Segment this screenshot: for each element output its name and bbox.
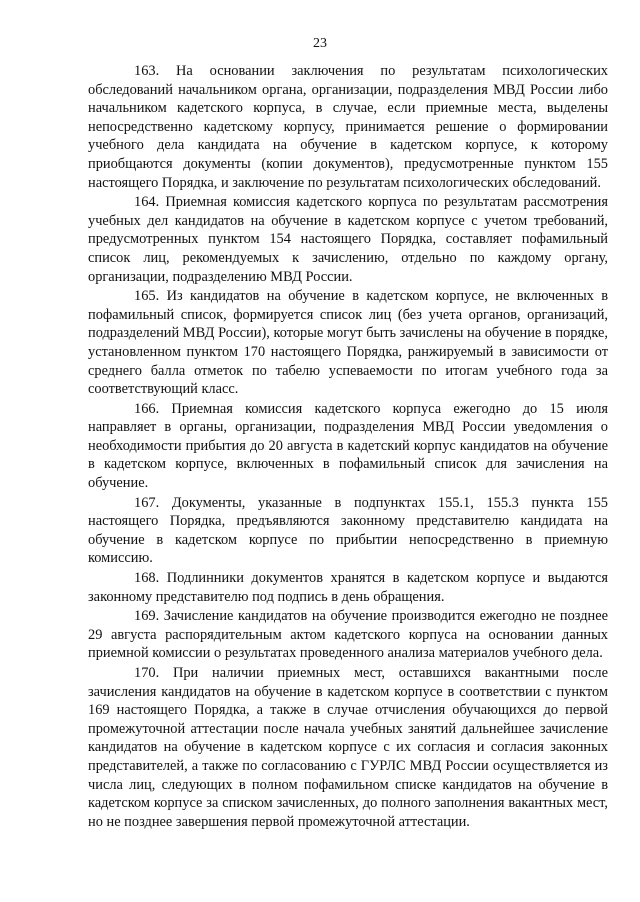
document-body [88, 62, 608, 832]
page-number: 23 [313, 36, 327, 51]
paragraph-169: 169. Зачисление кандидатов на обучение производится ежегодно не позднее 29 августа распорядительным актом кадетского корпуса на основании данных приемной комиссии о результатах проведенного анализа материалов учебного дела. [88, 608, 608, 662]
paragraph-167: 167. Документы, указанные в подпунктах 155.1, 155.3 пункта 155 настоящего Порядка, предъявляются законному представителю кандидата на обучение в кадетском корпусе по прибытии непосредственно в приемную комиссию. [88, 494, 608, 567]
paragraph-163: 163. На основании заключения по результатам психологических обследований начальником органа, организации, подразделения МВД России либо начальником кадетского корпуса, в случае, если приемные места, выделены непосредственно кадетскому корпусу, принимается решение о формировании учебного дела кандидата на обучение в кадетском корпусе, к которому приобщаются документы (копии документов), предусмотренные пунктом 155 настоящего Порядка, и заключение по результатам психологических обследований. [88, 63, 608, 191]
paragraph-166: 166. Приемная комиссия кадетского корпуса ежегодно до 15 июля направляет в органы, организации, подразделения МВД России уведомления о необходимости прибытия до 20 августа в кадетский корпус кандидатов на обучение в кадетском корпусе, включенных в пофамильный список для зачисления на обучение. [88, 400, 608, 492]
paragraph-165: 165. Из кандидатов на обучение в кадетском корпусе, не включенных в пофамильный список, формируется список лиц (без учета органов, организаций, подразделений МВД России), которые могут быть зачислены на обучение в порядке, установленном пунктом 170 настоящего Порядка, ранжируемый в зависимости от среднего балла отметок по табелю успеваемости по итогам учебного года за соответствующий класс. [88, 288, 608, 398]
paragraph-168: 168. Подлинники документов хранятся в кадетском корпусе и выдаются законному представителю под подпись в день обращения. [88, 570, 608, 605]
paragraph-164: 164. Приемная комиссия кадетского корпуса по результатам рассмотрения учебных дел кандидатов на обучение в кадетском корпусе с учетом требований, предусмотренных пунктом 154 настоящего Порядка, составляет пофамильный список лиц, рекомендуемых к зачислению, отдельно по каждому органу, организации, подразделению МВД России. [88, 194, 608, 285]
paragraph-170: 170. При наличии приемных мест, оставшихся вакантными после зачисления кандидатов на обучение в кадетском корпусе в соответствии с пунктом 169 настоящего Порядка, а также в случае отчисления обучающихся до первой промежуточной аттестации после начала учебных занятий дальнейшее зачисление кандидатов на обучение в кадетском корпусе с их согласия и согласия законных представителей, а также по согласованию с ГУРЛС МВД России осуществляется из числа лиц, следующих в полном пофамильном списке кандидатов на обучение в кадетском корпусе за списком зачисленных, до полного заполнения вакантных мест, но не позднее завершения первой промежуточной аттестации. [88, 665, 608, 830]
